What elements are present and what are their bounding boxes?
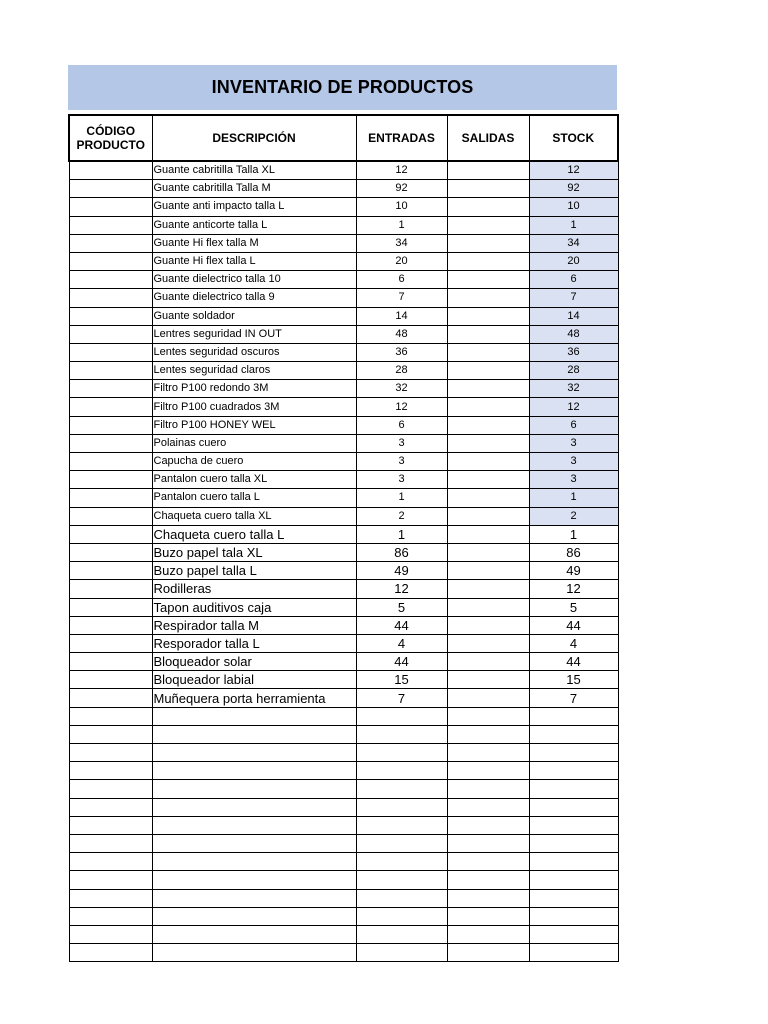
cell-entradas[interactable] [356, 889, 447, 907]
cell-entradas[interactable] [356, 816, 447, 834]
table-row [69, 744, 618, 762]
cell-entradas[interactable] [356, 834, 447, 852]
cell-codigo[interactable] [69, 343, 152, 361]
cell-codigo[interactable] [69, 453, 152, 471]
cell-salidas[interactable] [447, 362, 529, 380]
table-row [69, 525, 618, 543]
cell-salidas[interactable] [447, 616, 529, 634]
cell-codigo[interactable] [69, 198, 152, 216]
cell-stock[interactable] [529, 871, 618, 889]
cell-entradas[interactable] [356, 871, 447, 889]
cell-stock[interactable]: 34 [529, 234, 618, 252]
cell-codigo[interactable] [69, 944, 152, 962]
table-row [69, 198, 618, 216]
cell-entradas[interactable]: 92 [356, 180, 447, 198]
cell-stock[interactable]: 1 [529, 525, 618, 543]
cell-stock[interactable] [529, 834, 618, 852]
table-row [69, 271, 618, 289]
cell-salidas[interactable] [447, 234, 529, 252]
table-row [69, 362, 618, 380]
cell-codigo[interactable] [69, 398, 152, 416]
header-codigo-line2: PRODUCTO [76, 138, 145, 152]
cell-descripcion[interactable]: Guante Hi flex talla L [152, 252, 356, 270]
cell-entradas[interactable] [356, 725, 447, 743]
table-row [69, 343, 618, 361]
table-row [69, 871, 618, 889]
cell-descripcion[interactable]: Filtro P100 redondo 3M [152, 380, 356, 398]
cell-stock[interactable] [529, 780, 618, 798]
table-row [69, 925, 618, 943]
cell-entradas[interactable] [356, 707, 447, 725]
cell-salidas[interactable] [447, 271, 529, 289]
table-row [69, 907, 618, 925]
header-descripcion[interactable]: DESCRIPCIÓN [152, 115, 356, 161]
cell-codigo[interactable] [69, 689, 152, 707]
cell-descripcion[interactable] [152, 798, 356, 816]
cell-salidas[interactable] [447, 834, 529, 852]
cell-descripcion[interactable]: Buzo papel talla L [152, 562, 356, 580]
cell-descripcion[interactable] [152, 889, 356, 907]
cell-stock[interactable]: 7 [529, 289, 618, 307]
cell-descripcion[interactable]: Buzo papel tala XL [152, 543, 356, 561]
table-row [69, 853, 618, 871]
table-row [69, 161, 618, 180]
cell-entradas[interactable]: 3 [356, 471, 447, 489]
cell-stock[interactable]: 36 [529, 343, 618, 361]
cell-entradas[interactable]: 10 [356, 198, 447, 216]
cell-descripcion[interactable] [152, 925, 356, 943]
cell-salidas[interactable] [447, 398, 529, 416]
cell-descripcion[interactable]: Lentres seguridad IN OUT [152, 325, 356, 343]
cell-codigo[interactable] [69, 180, 152, 198]
cell-descripcion[interactable]: Pantalon cuero talla L [152, 489, 356, 507]
cell-codigo[interactable] [69, 889, 152, 907]
cell-descripcion[interactable] [152, 871, 356, 889]
cell-codigo[interactable] [69, 580, 152, 598]
cell-salidas[interactable] [447, 380, 529, 398]
cell-salidas[interactable] [447, 816, 529, 834]
cell-entradas[interactable]: 15 [356, 671, 447, 689]
cell-salidas[interactable] [447, 907, 529, 925]
cell-salidas[interactable] [447, 180, 529, 198]
cell-entradas[interactable] [356, 762, 447, 780]
cell-entradas[interactable]: 2 [356, 507, 447, 525]
cell-codigo[interactable] [69, 798, 152, 816]
cell-descripcion[interactable]: Polainas cuero [152, 434, 356, 452]
cell-entradas[interactable]: 5 [356, 598, 447, 616]
cell-descripcion[interactable]: Filtro P100 HONEY WEL [152, 416, 356, 434]
cell-stock[interactable]: 15 [529, 671, 618, 689]
cell-salidas[interactable] [447, 471, 529, 489]
cell-salidas[interactable] [447, 161, 529, 180]
cell-entradas[interactable]: 20 [356, 252, 447, 270]
table-row [69, 562, 618, 580]
cell-descripcion[interactable]: Capucha de cuero [152, 453, 356, 471]
cell-codigo[interactable] [69, 616, 152, 634]
cell-stock[interactable]: 12 [529, 161, 618, 180]
cell-descripcion[interactable]: Pantalon cuero talla XL [152, 471, 356, 489]
table-row [69, 580, 618, 598]
cell-stock[interactable]: 32 [529, 380, 618, 398]
cell-stock[interactable]: 86 [529, 543, 618, 561]
cell-salidas[interactable] [447, 653, 529, 671]
cell-descripcion[interactable]: Guante cabritilla Talla M [152, 180, 356, 198]
cell-codigo[interactable] [69, 216, 152, 234]
cell-entradas[interactable]: 7 [356, 289, 447, 307]
cell-descripcion[interactable]: Guante cabritilla Talla XL [152, 161, 356, 180]
cell-stock[interactable]: 12 [529, 580, 618, 598]
table-row [69, 653, 618, 671]
cell-codigo[interactable] [69, 252, 152, 270]
cell-entradas[interactable]: 49 [356, 562, 447, 580]
cell-entradas[interactable] [356, 944, 447, 962]
cell-codigo[interactable] [69, 780, 152, 798]
cell-codigo[interactable] [69, 416, 152, 434]
cell-codigo[interactable] [69, 762, 152, 780]
cell-salidas[interactable] [447, 689, 529, 707]
cell-stock[interactable] [529, 762, 618, 780]
cell-descripcion[interactable] [152, 816, 356, 834]
header-entradas[interactable]: ENTRADAS [356, 115, 447, 161]
cell-stock[interactable] [529, 707, 618, 725]
table-row [69, 689, 618, 707]
cell-stock[interactable] [529, 925, 618, 943]
cell-descripcion[interactable] [152, 944, 356, 962]
cell-codigo[interactable] [69, 653, 152, 671]
cell-entradas[interactable]: 12 [356, 398, 447, 416]
cell-stock[interactable]: 20 [529, 252, 618, 270]
table-row [69, 453, 618, 471]
table-row [69, 325, 618, 343]
cell-salidas[interactable] [447, 307, 529, 325]
table-row [69, 489, 618, 507]
cell-descripcion[interactable] [152, 725, 356, 743]
cell-codigo[interactable] [69, 271, 152, 289]
cell-descripcion[interactable]: Guante Hi flex talla M [152, 234, 356, 252]
cell-entradas[interactable]: 44 [356, 616, 447, 634]
cell-salidas[interactable] [447, 762, 529, 780]
header-codigo-line1: CÓDIGO [86, 124, 136, 138]
cell-codigo[interactable] [69, 671, 152, 689]
header-stock[interactable]: STOCK [529, 115, 618, 161]
cell-codigo[interactable] [69, 562, 152, 580]
table-row [69, 398, 618, 416]
cell-entradas[interactable] [356, 744, 447, 762]
cell-codigo[interactable] [69, 634, 152, 652]
cell-descripcion[interactable] [152, 834, 356, 852]
cell-descripcion[interactable]: Respirador talla M [152, 616, 356, 634]
table-row [69, 543, 618, 561]
cell-stock[interactable]: 3 [529, 471, 618, 489]
cell-stock[interactable] [529, 944, 618, 962]
cell-descripcion[interactable]: Rodilleras [152, 580, 356, 598]
cell-salidas[interactable] [447, 252, 529, 270]
table-row [69, 180, 618, 198]
cell-salidas[interactable] [447, 453, 529, 471]
cell-entradas[interactable]: 14 [356, 307, 447, 325]
cell-codigo[interactable] [69, 161, 152, 180]
cell-entradas[interactable]: 36 [356, 343, 447, 361]
cell-entradas[interactable]: 7 [356, 689, 447, 707]
cell-stock[interactable]: 6 [529, 271, 618, 289]
cell-stock[interactable]: 12 [529, 398, 618, 416]
cell-stock[interactable]: 48 [529, 325, 618, 343]
cell-salidas[interactable] [447, 343, 529, 361]
cell-codigo[interactable] [69, 925, 152, 943]
cell-salidas[interactable] [447, 525, 529, 543]
cell-entradas[interactable]: 1 [356, 216, 447, 234]
cell-salidas[interactable] [447, 798, 529, 816]
cell-descripcion[interactable] [152, 780, 356, 798]
cell-stock[interactable]: 4 [529, 634, 618, 652]
cell-descripcion[interactable]: Muñequera porta herramienta [152, 689, 356, 707]
cell-entradas[interactable] [356, 907, 447, 925]
table-row [69, 725, 618, 743]
cell-salidas[interactable] [447, 434, 529, 452]
table-row [69, 307, 618, 325]
cell-codigo[interactable] [69, 434, 152, 452]
cell-descripcion[interactable] [152, 744, 356, 762]
cell-stock[interactable] [529, 853, 618, 871]
cell-descripcion[interactable]: Guante dielectrico talla 9 [152, 289, 356, 307]
cell-stock[interactable]: 1 [529, 216, 618, 234]
table-row [69, 834, 618, 852]
cell-descripcion[interactable] [152, 707, 356, 725]
cell-salidas[interactable] [447, 780, 529, 798]
cell-entradas[interactable] [356, 780, 447, 798]
cell-salidas[interactable] [447, 489, 529, 507]
cell-salidas[interactable] [447, 216, 529, 234]
cell-codigo[interactable] [69, 853, 152, 871]
cell-entradas[interactable]: 1 [356, 525, 447, 543]
cell-entradas[interactable] [356, 798, 447, 816]
cell-entradas[interactable]: 3 [356, 453, 447, 471]
table-row [69, 380, 618, 398]
cell-descripcion[interactable]: Bloqueador solar [152, 653, 356, 671]
table-row [69, 252, 618, 270]
cell-codigo[interactable] [69, 234, 152, 252]
cell-salidas[interactable] [447, 507, 529, 525]
table-row [69, 889, 618, 907]
table-body [69, 161, 618, 962]
cell-entradas[interactable]: 6 [356, 271, 447, 289]
cell-codigo[interactable] [69, 707, 152, 725]
cell-codigo[interactable] [69, 380, 152, 398]
cell-descripcion[interactable]: Lentes seguridad oscuros [152, 343, 356, 361]
cell-salidas[interactable] [447, 634, 529, 652]
cell-codigo[interactable] [69, 307, 152, 325]
cell-entradas[interactable]: 32 [356, 380, 447, 398]
cell-stock[interactable] [529, 907, 618, 925]
table-row [69, 598, 618, 616]
cell-descripcion[interactable]: Lentes seguridad claros [152, 362, 356, 380]
cell-descripcion[interactable] [152, 853, 356, 871]
header-salidas[interactable]: SALIDAS [447, 115, 529, 161]
cell-entradas[interactable]: 4 [356, 634, 447, 652]
cell-descripcion[interactable]: Bloqueador labial [152, 671, 356, 689]
table-row [69, 780, 618, 798]
cell-salidas[interactable] [447, 853, 529, 871]
cell-stock[interactable]: 7 [529, 689, 618, 707]
cell-stock[interactable]: 49 [529, 562, 618, 580]
cell-stock[interactable] [529, 725, 618, 743]
cell-descripcion[interactable] [152, 907, 356, 925]
cell-entradas[interactable]: 6 [356, 416, 447, 434]
cell-salidas[interactable] [447, 416, 529, 434]
cell-descripcion[interactable]: Guante dielectrico talla 10 [152, 271, 356, 289]
table-row [69, 944, 618, 962]
cell-stock[interactable]: 5 [529, 598, 618, 616]
table-row [69, 634, 618, 652]
cell-descripcion[interactable]: Guante anticorte talla L [152, 216, 356, 234]
cell-salidas[interactable] [447, 871, 529, 889]
table-row [69, 816, 618, 834]
cell-codigo[interactable] [69, 525, 152, 543]
cell-stock[interactable]: 1 [529, 489, 618, 507]
cell-descripcion[interactable]: Guante anti impacto talla L [152, 198, 356, 216]
cell-stock[interactable]: 3 [529, 453, 618, 471]
cell-codigo[interactable] [69, 816, 152, 834]
cell-salidas[interactable] [447, 562, 529, 580]
cell-codigo[interactable] [69, 744, 152, 762]
cell-entradas[interactable]: 12 [356, 580, 447, 598]
cell-stock[interactable]: 92 [529, 180, 618, 198]
cell-stock[interactable] [529, 889, 618, 907]
table-row [69, 616, 618, 634]
cell-entradas[interactable]: 1 [356, 489, 447, 507]
cell-codigo[interactable] [69, 871, 152, 889]
cell-stock[interactable]: 44 [529, 616, 618, 634]
table-row [69, 471, 618, 489]
cell-entradas[interactable] [356, 853, 447, 871]
cell-entradas[interactable]: 28 [356, 362, 447, 380]
inventory-table [68, 114, 619, 962]
cell-stock[interactable] [529, 798, 618, 816]
cell-codigo[interactable] [69, 907, 152, 925]
table-header [69, 115, 618, 161]
cell-stock[interactable]: 6 [529, 416, 618, 434]
cell-descripcion[interactable]: Tapon auditivos caja [152, 598, 356, 616]
table-row [69, 216, 618, 234]
cell-stock[interactable]: 44 [529, 653, 618, 671]
cell-descripcion[interactable]: Filtro P100 cuadrados 3M [152, 398, 356, 416]
cell-entradas[interactable]: 34 [356, 234, 447, 252]
cell-stock[interactable]: 2 [529, 507, 618, 525]
cell-salidas[interactable] [447, 325, 529, 343]
cell-entradas[interactable]: 86 [356, 543, 447, 561]
cell-stock[interactable]: 10 [529, 198, 618, 216]
cell-salidas[interactable] [447, 944, 529, 962]
cell-descripcion[interactable] [152, 762, 356, 780]
cell-salidas[interactable] [447, 580, 529, 598]
cell-entradas[interactable]: 12 [356, 161, 447, 180]
cell-stock[interactable] [529, 744, 618, 762]
cell-codigo[interactable] [69, 362, 152, 380]
header-codigo[interactable] [69, 115, 152, 161]
cell-stock[interactable] [529, 816, 618, 834]
cell-descripcion[interactable]: Resporador talla L [152, 634, 356, 652]
cell-salidas[interactable] [447, 925, 529, 943]
table-row [69, 234, 618, 252]
cell-salidas[interactable] [447, 671, 529, 689]
cell-entradas[interactable] [356, 925, 447, 943]
table-row [69, 762, 618, 780]
sheet-title[interactable]: INVENTARIO DE PRODUCTOS [68, 65, 617, 110]
cell-salidas[interactable] [447, 198, 529, 216]
cell-entradas[interactable]: 48 [356, 325, 447, 343]
table-row [69, 507, 618, 525]
table-row [69, 671, 618, 689]
cell-salidas[interactable] [447, 543, 529, 561]
cell-stock[interactable]: 3 [529, 434, 618, 452]
inventory-sheet [68, 65, 617, 962]
cell-entradas[interactable]: 3 [356, 434, 447, 452]
table-row [69, 434, 618, 452]
cell-salidas[interactable] [447, 889, 529, 907]
cell-codigo[interactable] [69, 489, 152, 507]
cell-descripcion[interactable]: Chaqueta cuero talla XL [152, 507, 356, 525]
table-row [69, 416, 618, 434]
cell-salidas[interactable] [447, 744, 529, 762]
cell-stock[interactable]: 14 [529, 307, 618, 325]
table-row [69, 707, 618, 725]
cell-descripcion[interactable]: Chaqueta cuero talla L [152, 525, 356, 543]
cell-salidas[interactable] [447, 725, 529, 743]
cell-codigo[interactable] [69, 725, 152, 743]
cell-codigo[interactable] [69, 543, 152, 561]
cell-codigo[interactable] [69, 598, 152, 616]
cell-codigo[interactable] [69, 507, 152, 525]
cell-codigo[interactable] [69, 834, 152, 852]
cell-entradas[interactable]: 44 [356, 653, 447, 671]
cell-codigo[interactable] [69, 289, 152, 307]
table-row [69, 798, 618, 816]
cell-salidas[interactable] [447, 598, 529, 616]
cell-salidas[interactable] [447, 289, 529, 307]
table-row [69, 289, 618, 307]
cell-descripcion[interactable]: Guante soldador [152, 307, 356, 325]
cell-codigo[interactable] [69, 325, 152, 343]
cell-stock[interactable]: 28 [529, 362, 618, 380]
cell-salidas[interactable] [447, 707, 529, 725]
cell-codigo[interactable] [69, 471, 152, 489]
